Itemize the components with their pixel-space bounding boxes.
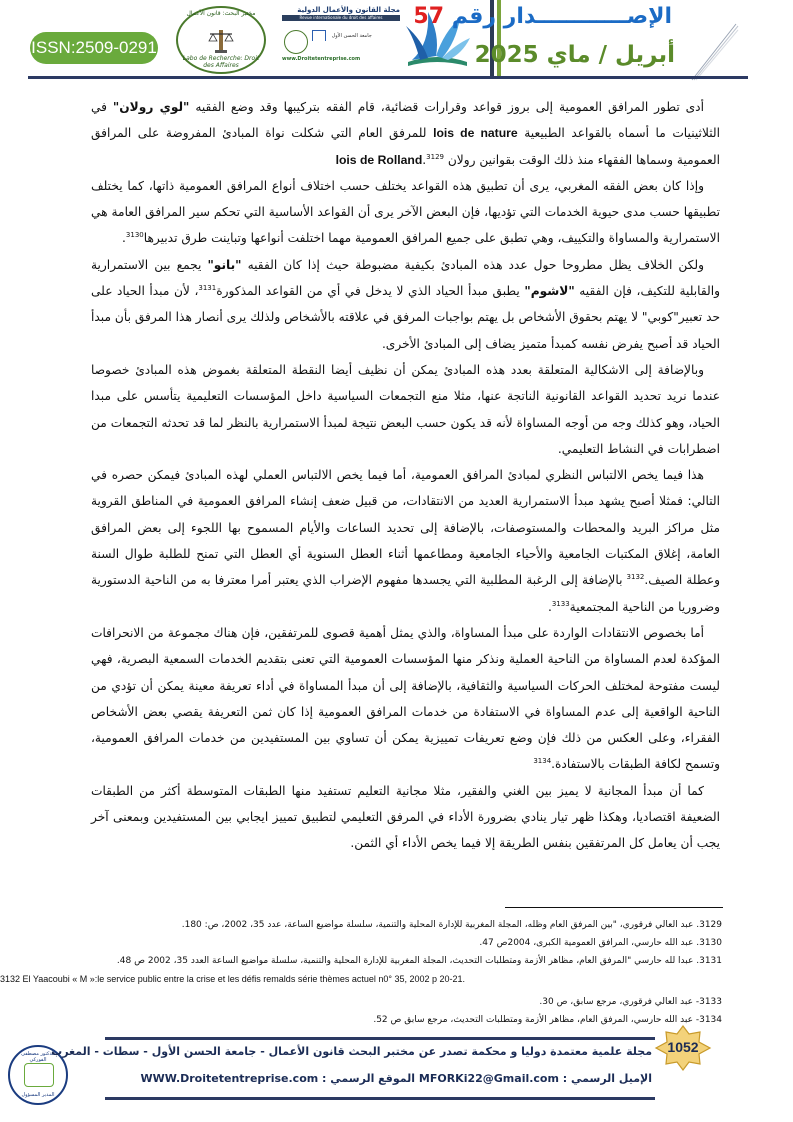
- paragraph-1: [91, 94, 720, 173]
- text: هذا فيما يخص الالتباس النظري لمبادئ المرافق العمومية، أما فيما يخص الالتباس العملي لهذه المبادئ فيمكن حصره في التالي: فمثلا أصبح يشهد مبدأ الاستمرارية العديد من الانتقادات، من قبيل ضعف إنشاء المرافق العمومية في المناطق القروية مثل مراكز البريد والمحطات والمستوصفات، بالإضافة إلى تحديد الساعات والأيام المسموح بها اللجوء إلى بعض المرافق العامة، إغلاق المكتبات الجامعية والأحياء الجامعية ومطاعمها أثناء العطل السنوية أي العطل التي تمنح للطلبة طوال السنة وعطلة الصيف.: [91, 468, 721, 588]
- text: في الثلاثينيات ما أسماه بالقواعد الطبيعية: [91, 100, 720, 141]
- footnote-ref[interactable]: 3131: [198, 284, 217, 293]
- text: يطبق مبدأ الحياد الذي لا يدخل في أي من القواعد المذكورة: [216, 284, 525, 299]
- seal-top-text: الدكتور مصطفى الفوركي: [21, 1051, 55, 1063]
- text: .: [122, 231, 126, 246]
- mini-lab-logo-icon: [284, 30, 308, 54]
- article-body: [91, 94, 720, 857]
- page-number: 1052: [667, 1039, 699, 1055]
- paragraph-5: [91, 462, 720, 620]
- footnotes: [0, 918, 722, 1031]
- journal-banner: [282, 6, 400, 68]
- text: ، لأن مبدأ الحياد على حد تعبير"كوبي" لا يهتم بحقوق الأشخاص بل يهتم بواجبات المرفق في علاقته بالأشخاص ولذلك يرى أنصار هذا المرفق بأن مبدأ الحياد قد أصبح يفرض نفسه كمبدأ متميز يضاف إلى المبادئ الأخرى.: [91, 284, 720, 351]
- lab-logo-bottom-text: Labo de Recherche: Droit des Affaires: [182, 55, 260, 69]
- footnote-ref[interactable]: 3134: [533, 757, 552, 766]
- text: بالإضافة إلى الرغبة المطلبية التي يجسدها مفهوم الإضراب الذي يعتبر أمرا معترفا به من الناحية الدستورية وضروريا من الناحية المجتمعية: [91, 573, 720, 614]
- footnote-3131: 3131. عبدا لله حارسي "المرفق العام، مظاهر الأزمة ومتطلبات التحديث، المجلة المغربية للإدارة المحلية والتنمية، سلسلة مواضيع الساعة العدد 35، 2002 ص 48.: [116, 956, 722, 966]
- decorative-slash-lines: [690, 20, 740, 82]
- footnote-ref[interactable]: 3129: [426, 152, 444, 161]
- footnote-3133: 3133- عبد العالي فرقوري، مرجع سابق، ص 30.: [539, 997, 722, 1007]
- issue-date: أبريل / ماي 2025: [474, 42, 675, 68]
- issn-badge: ISSN:2509-0291: [30, 32, 158, 64]
- paragraph-4: وبالإضافة إلى الاشكالية المتعلقة بعدد هذه المبادئ يمكن أن نظيف أيضا النقطة المتعلقة بغموض هذه المبادئ خصوصا عندما نريد تحديد القواعد القانونية الناتجة عنها، مثلا منع التجمعات السياسية داخل المؤسسات التعليمية يتأسس على مبدا الحياد، وهو كذلك وجه من أوجه المساواة لأنه قد يكون حسب البعض نتيجة لمبدأ الاستمرارية بالنظر لما قد تحدثه التجمعات من اضطرابات في النشاط التعليمي.: [91, 362, 720, 456]
- footnote-3134: 3134- عبد الله حارسي، المرفق العام، مظاهر الأزمة ومتطلبات التحديث، مرجع سابق ص 52.: [373, 1015, 722, 1025]
- footnote-3132: 3132 El Yaacoubi « M »:le service public entre la crise et les défis remalds série thèmes actuel n0° 35, 2002 p 20-21.: [0, 974, 466, 984]
- text: أدى تطور المرافق العمومية إلى بروز قواعد وقرارات قضائية، قام الفقه بتركيبها وقد وضع الفقيه: [189, 100, 704, 114]
- term-lois-de-nature: lois de nature: [433, 126, 518, 141]
- footnote-ref[interactable]: 3130: [125, 231, 144, 240]
- paragraph-7: كما أن مبدأ المجانية لا يميز بين الغني والفقير، مثلا مجانية التعليم تستفيد منها الطبقات المتوسطة أكثر من الطبقات الضعيفة اقتصاديا، وهكذا ظهر تيار ينادي بضرورة الأداء في المرفق التعليمي لتطبيق تمييز ايجابي بين المستفيدين وبمعنى آخر يجب أن يعامل كل المرتفقين بنفس الطريقة إلا فيما يخص الأداء أي الثمن.: [91, 783, 720, 851]
- text: ولكن الخلاف يظل مطروحا حول عدد هذه المبادئ بكيفية مضبوطة حيث إذا كان الفقيه: [241, 257, 704, 272]
- text: يجمع بين الاستمرارية والقابلية للتكيف، فإن الفقيه: [91, 257, 721, 299]
- lab-logo-top-text: مختبر البحث: قانون الأعمال: [186, 10, 256, 17]
- paragraph-6: [91, 620, 720, 778]
- footer-rule-bottom: [105, 1097, 655, 1100]
- text: .: [547, 599, 552, 614]
- paragraph-3: [91, 252, 720, 357]
- issue-heading: [413, 4, 672, 29]
- page-number-badge: [654, 1025, 712, 1071]
- footnote-separator: [505, 907, 723, 908]
- page-header: [0, 0, 793, 86]
- header-underline: [28, 76, 748, 79]
- text: .: [422, 152, 427, 167]
- footer-contact: الإميل الرسمي : MFORKi22@Gmail.com الموقع الرسمي : WWW.Droitetentreprise.com: [140, 1072, 652, 1085]
- journal-title-ar: مجلة القانون والأعمال الدولية: [297, 6, 400, 14]
- journal-title-fr: Revue internationale du droit des affaires: [282, 15, 400, 21]
- university-name: جامعة الحسن الأول: [331, 33, 372, 39]
- seal-bottom-text: المدير المسؤول: [21, 1092, 55, 1098]
- paragraph-2: [91, 173, 720, 252]
- footnote-3129: 3129. عبد العالي فرقوري، "بين المرفق العام وظله، المجلة المغربية للإدارة المحلية والتنمية، سلسلة مواضيع الساعة، عدد 35، 2002، ص: 180.: [181, 920, 722, 930]
- university-logo: [312, 30, 372, 41]
- seal-emblem-icon: [24, 1063, 54, 1087]
- term-lois-de-rolland: lois de Rolland: [335, 152, 423, 167]
- issue-number: 57: [413, 4, 445, 29]
- scales-of-justice-icon: [208, 26, 234, 54]
- text: وإذا كان بعض الفقه المغربي، يرى أن تطبيق هذه القواعد يختلف حسب اختلاف أنواع المرافق العمومية ذاتها، كما يختلف تطبيقها حسب مدى حيوية الخدمات التي تؤديها، فإن البعض الآخر يرى أن القواعد الأساسية التي تحكم سير المرافق العامة هي الاستمرارية والمساواة والتكييف، وهي تطبق على جميع المرافق العمومية مهما اختلفت أنواعها وتباينت طرق تدبيرها: [91, 178, 720, 246]
- author-name-lachaume: "لاشوم": [524, 284, 575, 299]
- author-name-bano: "بانو": [207, 257, 242, 272]
- footer-rule-top: [105, 1037, 655, 1040]
- research-lab-logo: [176, 6, 266, 74]
- footer-journal-description: مجلة علمية معتمدة دوليا و محكمة تصدر عن مختبر البحث قانون الأعمال - جامعة الحسن الأول - سطات - المغرب: [51, 1045, 652, 1058]
- footnote-ref[interactable]: 3132: [626, 573, 645, 582]
- text: أما بخصوص الانتقادات الواردة على مبدأ المساواة، والذي يمثل أهمية قصوى للمرتفقين، فإن هناك مجموعة من الانحرافات المؤكدة لعدم المساواة من الناحية العملية ونذكر منها المؤسسات العمومية التي تعنى بتقديم الخدمات السمعية البصرية، فهي ليست مفتوحة لمختلف الحركات السياسية والثقافية، بالإضافة إلى أن مبدأ المساواة في أداء تعريفة معينة يمكن أن تؤدي من الناحية الواقعية إلى عدم المساواة في الاستفادة من خدمات المرافق العمومية إذا كان ثمن التعريفة يقصي بعض الأشخاص الفقراء، وعلى العكس من ذلك فإن وضع تعريفات تمييزية يمكن أن تساوي بين المستفيدين من خدمات المرافق العمومية، وتسمح لكافة الطبقات بالاستفادة.: [91, 625, 720, 772]
- author-name-rolland: "لوي رولان": [112, 100, 190, 114]
- footnote-ref[interactable]: 3133: [551, 599, 570, 608]
- issue-label: الإصــــــــــــدار رقم: [451, 4, 672, 29]
- footnote-3130: 3130. عبد الله حارسي، المرافق العمومية الكبرى، 2004ص 47.: [479, 938, 722, 948]
- text: للمرفق العام التي شكلت نواة المبادئ المفروضة على المرافق العمومية وسماها الفقهاء منذ ذلك الوقت بقوانين رولان: [91, 126, 720, 167]
- castle-icon: [312, 30, 326, 41]
- journal-website: www.Droitetentreprise.com: [282, 56, 361, 62]
